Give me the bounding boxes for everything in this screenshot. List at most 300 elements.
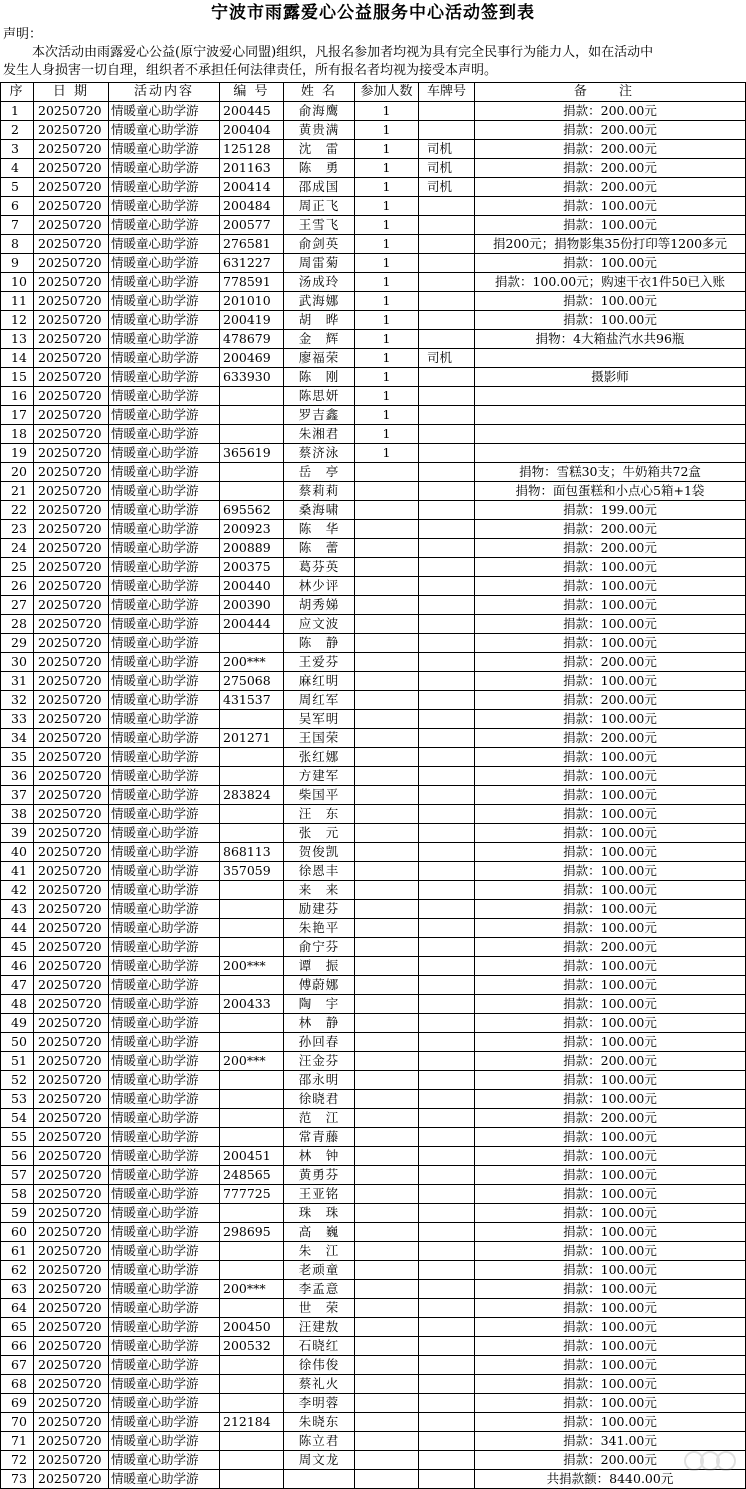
cell-note: 捐款：341.00元 — [475, 1432, 746, 1451]
table-row — [1, 1185, 746, 1204]
cell-name: 陈思妍 — [284, 387, 355, 406]
cell-id — [220, 1109, 284, 1128]
cell-car — [419, 1109, 475, 1128]
cell-name: 陈 勇 — [284, 159, 355, 178]
cell-date: 20250720 — [34, 1470, 109, 1489]
cell-seq: 72 — [1, 1451, 34, 1470]
cell-count — [355, 1413, 419, 1432]
cell-name — [284, 1470, 355, 1489]
cell-car — [419, 1299, 475, 1318]
cell-count — [355, 710, 419, 729]
cell-count: 1 — [355, 444, 419, 463]
declaration-line-1: 本次活动由雨露爱心公益(原宁波爱心同盟)组织，凡报名参加者均视为具有完全民事行为能力人，如在活动中 — [32, 45, 654, 60]
cell-id: 200889 — [220, 539, 284, 558]
cell-name: 林少评 — [284, 577, 355, 596]
cell-seq: 17 — [1, 406, 34, 425]
table-row — [1, 1280, 746, 1299]
cell-activity: 情暖童心助学游 — [109, 691, 220, 710]
cell-activity: 情暖童心助学游 — [109, 330, 220, 349]
cell-note: 捐款：200.00元 — [475, 159, 746, 178]
cell-seq: 64 — [1, 1299, 34, 1318]
table-row — [1, 406, 746, 425]
cell-car — [419, 824, 475, 843]
cell-activity: 情暖童心助学游 — [109, 501, 220, 520]
cell-activity: 情暖童心助学游 — [109, 463, 220, 482]
cell-car — [419, 121, 475, 140]
cell-car — [419, 235, 475, 254]
cell-name: 贺俊凯 — [284, 843, 355, 862]
cell-note: 捐款：100.00元 — [475, 957, 746, 976]
table-row — [1, 919, 746, 938]
cell-name: 常青藤 — [284, 1128, 355, 1147]
table-row — [1, 672, 746, 691]
cell-note — [475, 444, 746, 463]
table-row — [1, 767, 746, 786]
cell-id: 778591 — [220, 273, 284, 292]
cell-date: 20250720 — [34, 1375, 109, 1394]
cell-car — [419, 1451, 475, 1470]
cell-count: 1 — [355, 102, 419, 121]
cell-count — [355, 919, 419, 938]
cell-count — [355, 976, 419, 995]
cell-id — [220, 805, 284, 824]
cell-seq: 21 — [1, 482, 34, 501]
cell-seq: 45 — [1, 938, 34, 957]
cell-count: 1 — [355, 311, 419, 330]
cell-note: 捐款：100.00元 — [475, 710, 746, 729]
cell-note: 捐款：200.00元 — [475, 1052, 746, 1071]
table-row — [1, 1014, 746, 1033]
cell-count: 1 — [355, 178, 419, 197]
cell-activity: 情暖童心助学游 — [109, 672, 220, 691]
cell-note — [475, 349, 746, 368]
cell-seq: 36 — [1, 767, 34, 786]
table-row — [1, 1375, 746, 1394]
cell-car — [419, 482, 475, 501]
cell-date: 20250720 — [34, 1394, 109, 1413]
cell-id: 200451 — [220, 1147, 284, 1166]
cell-count: 1 — [355, 349, 419, 368]
cell-car — [419, 957, 475, 976]
cell-name: 高 巍 — [284, 1223, 355, 1242]
cell-car — [419, 292, 475, 311]
cell-activity: 情暖童心助学游 — [109, 1014, 220, 1033]
table-row — [1, 1394, 746, 1413]
cell-car — [419, 729, 475, 748]
table-row — [1, 881, 746, 900]
table-row — [1, 862, 746, 881]
cell-count — [355, 1299, 419, 1318]
cell-activity: 情暖童心助学游 — [109, 121, 220, 140]
cell-car — [419, 216, 475, 235]
cell-id: 200390 — [220, 596, 284, 615]
cell-car — [419, 102, 475, 121]
cell-date: 20250720 — [34, 159, 109, 178]
cell-count — [355, 1375, 419, 1394]
cell-name: 徐伟俊 — [284, 1356, 355, 1375]
cell-car — [419, 463, 475, 482]
cell-seq: 23 — [1, 520, 34, 539]
cell-date: 20250720 — [34, 1185, 109, 1204]
cell-name: 周雷菊 — [284, 254, 355, 273]
cell-seq: 54 — [1, 1109, 34, 1128]
table-row — [1, 1356, 746, 1375]
cell-id: 200404 — [220, 121, 284, 140]
cell-note: 捐款：100.00元 — [475, 1394, 746, 1413]
table-row — [1, 1432, 746, 1451]
cell-seq: 61 — [1, 1242, 34, 1261]
cell-count — [355, 1261, 419, 1280]
cell-id: 633930 — [220, 368, 284, 387]
cell-count — [355, 824, 419, 843]
cell-count: 1 — [355, 121, 419, 140]
cell-count — [355, 691, 419, 710]
cell-name: 周红军 — [284, 691, 355, 710]
cell-note: 捐款：100.00元 — [475, 558, 746, 577]
cell-id: 200*** — [220, 653, 284, 672]
cell-date: 20250720 — [34, 1280, 109, 1299]
cell-count — [355, 1318, 419, 1337]
cell-count — [355, 881, 419, 900]
cell-id: 200440 — [220, 577, 284, 596]
cell-seq: 11 — [1, 292, 34, 311]
cell-note: 捐款：100.00元 — [475, 1375, 746, 1394]
cell-seq: 22 — [1, 501, 34, 520]
table-row — [1, 976, 746, 995]
cell-seq: 42 — [1, 881, 34, 900]
cell-note: 捐款：100.00元 — [475, 634, 746, 653]
cell-activity: 情暖童心助学游 — [109, 1318, 220, 1337]
cell-note: 捐物：4大箱盐汽水共96瓶 — [475, 330, 746, 349]
cell-id — [220, 1090, 284, 1109]
cell-note: 捐款：200.00元 — [475, 178, 746, 197]
cell-name: 孙回春 — [284, 1033, 355, 1052]
cell-count: 1 — [355, 197, 419, 216]
cell-car — [419, 615, 475, 634]
cell-date: 20250720 — [34, 1147, 109, 1166]
cell-seq: 48 — [1, 995, 34, 1014]
cell-date: 20250720 — [34, 1223, 109, 1242]
cell-seq: 39 — [1, 824, 34, 843]
cell-date: 20250720 — [34, 406, 109, 425]
table-row — [1, 387, 746, 406]
cell-count: 1 — [355, 406, 419, 425]
cell-name: 傅蔚娜 — [284, 976, 355, 995]
cell-seq: 52 — [1, 1071, 34, 1090]
cell-count — [355, 482, 419, 501]
cell-activity: 情暖童心助学游 — [109, 900, 220, 919]
cell-name: 柴国平 — [284, 786, 355, 805]
cell-car — [419, 254, 475, 273]
cell-count — [355, 748, 419, 767]
cell-seq: 26 — [1, 577, 34, 596]
cell-activity: 情暖童心助学游 — [109, 406, 220, 425]
cell-date: 20250720 — [34, 425, 109, 444]
table-row — [1, 1204, 746, 1223]
cell-date: 20250720 — [34, 786, 109, 805]
cell-count — [355, 1147, 419, 1166]
table-row — [1, 824, 746, 843]
table-row — [1, 140, 746, 159]
cell-activity: 情暖童心助学游 — [109, 1223, 220, 1242]
cell-name: 陈 静 — [284, 634, 355, 653]
cell-date: 20250720 — [34, 121, 109, 140]
cell-date: 20250720 — [34, 311, 109, 330]
cell-count — [355, 1071, 419, 1090]
header-activity: 活动内容 — [109, 83, 220, 102]
cell-seq: 30 — [1, 653, 34, 672]
table-row — [1, 1128, 746, 1147]
cell-car — [419, 1033, 475, 1052]
table-row — [1, 463, 746, 482]
cell-count — [355, 539, 419, 558]
cell-name: 朱湘君 — [284, 425, 355, 444]
cell-name: 徐晓君 — [284, 1090, 355, 1109]
cell-count — [355, 1204, 419, 1223]
cell-count — [355, 1128, 419, 1147]
cell-date: 20250720 — [34, 102, 109, 121]
cell-car — [419, 311, 475, 330]
cell-id — [220, 976, 284, 995]
cell-seq: 32 — [1, 691, 34, 710]
cell-note: 捐款：100.00元 — [475, 881, 746, 900]
cell-count — [355, 995, 419, 1014]
table-row — [1, 1147, 746, 1166]
cell-count: 1 — [355, 159, 419, 178]
cell-activity: 情暖童心助学游 — [109, 938, 220, 957]
cell-car — [419, 1242, 475, 1261]
table-row — [1, 254, 746, 273]
cell-id: 201271 — [220, 729, 284, 748]
table-row — [1, 786, 746, 805]
cell-car — [419, 539, 475, 558]
cell-note: 捐款：100.00元 — [475, 1090, 746, 1109]
header-date: 日 期 — [34, 83, 109, 102]
cell-name: 黄贵满 — [284, 121, 355, 140]
cell-car — [419, 672, 475, 691]
table-row — [1, 292, 746, 311]
cell-date: 20250720 — [34, 729, 109, 748]
table-row — [1, 634, 746, 653]
table-row — [1, 425, 746, 444]
cell-id: 200414 — [220, 178, 284, 197]
cell-car — [419, 501, 475, 520]
cell-activity: 情暖童心助学游 — [109, 843, 220, 862]
cell-date: 20250720 — [34, 349, 109, 368]
cell-id: 777725 — [220, 1185, 284, 1204]
cell-car — [419, 1318, 475, 1337]
cell-id — [220, 824, 284, 843]
cell-name: 周正飞 — [284, 197, 355, 216]
cell-seq: 62 — [1, 1261, 34, 1280]
cell-count — [355, 900, 419, 919]
cell-seq: 71 — [1, 1432, 34, 1451]
cell-count: 1 — [355, 387, 419, 406]
cell-name: 俞宁芬 — [284, 938, 355, 957]
cell-date: 20250720 — [34, 1299, 109, 1318]
cell-count — [355, 558, 419, 577]
table-row — [1, 805, 746, 824]
cell-activity: 情暖童心助学游 — [109, 995, 220, 1014]
cell-count — [355, 805, 419, 824]
table-header-row — [1, 83, 746, 102]
cell-seq: 56 — [1, 1147, 34, 1166]
cell-note — [475, 425, 746, 444]
table-row — [1, 691, 746, 710]
cell-seq: 9 — [1, 254, 34, 273]
cell-activity: 情暖童心助学游 — [109, 1147, 220, 1166]
cell-id: 298695 — [220, 1223, 284, 1242]
cell-note: 捐款：100.00元 — [475, 216, 746, 235]
cell-car — [419, 1071, 475, 1090]
cell-name: 汪建敖 — [284, 1318, 355, 1337]
cell-date: 20250720 — [34, 805, 109, 824]
cell-note: 捐款：100.00元 — [475, 862, 746, 881]
table-row — [1, 615, 746, 634]
cell-date: 20250720 — [34, 1128, 109, 1147]
cell-name: 应文波 — [284, 615, 355, 634]
cell-seq: 73 — [1, 1470, 34, 1489]
header-count: 参加人数 — [355, 83, 419, 102]
cell-seq: 67 — [1, 1356, 34, 1375]
cell-count: 1 — [355, 254, 419, 273]
table-row — [1, 539, 746, 558]
cell-id — [220, 710, 284, 729]
table-row — [1, 330, 746, 349]
cell-count — [355, 786, 419, 805]
cell-date: 20250720 — [34, 919, 109, 938]
cell-id — [220, 425, 284, 444]
header-note: 备 注 — [475, 83, 746, 102]
cell-car: 司机 — [419, 159, 475, 178]
cell-car — [419, 596, 475, 615]
cell-car — [419, 577, 475, 596]
cell-date: 20250720 — [34, 501, 109, 520]
cell-seq: 37 — [1, 786, 34, 805]
cell-car — [419, 919, 475, 938]
cell-name: 汪 东 — [284, 805, 355, 824]
cell-name: 岳 亭 — [284, 463, 355, 482]
cell-id — [220, 919, 284, 938]
cell-date: 20250720 — [34, 140, 109, 159]
table-row — [1, 843, 746, 862]
cell-count — [355, 672, 419, 691]
cell-car: 司机 — [419, 178, 475, 197]
cell-note: 捐款：100.00元 — [475, 311, 746, 330]
cell-name: 金 辉 — [284, 330, 355, 349]
cell-count — [355, 1185, 419, 1204]
cell-note: 捐款：200.00元 — [475, 121, 746, 140]
cell-activity: 情暖童心助学游 — [109, 1451, 220, 1470]
cell-name: 陈立君 — [284, 1432, 355, 1451]
cell-date: 20250720 — [34, 216, 109, 235]
cell-date: 20250720 — [34, 520, 109, 539]
cell-name: 周文龙 — [284, 1451, 355, 1470]
cell-activity: 情暖童心助学游 — [109, 976, 220, 995]
cell-note: 捐物：面包蛋糕和小点心5箱+1袋 — [475, 482, 746, 501]
cell-id: 200450 — [220, 1318, 284, 1337]
cell-note: 捐款：100.00元 — [475, 1128, 746, 1147]
cell-id — [220, 1033, 284, 1052]
cell-count: 1 — [355, 425, 419, 444]
table-row — [1, 520, 746, 539]
cell-activity: 情暖童心助学游 — [109, 520, 220, 539]
cell-car: 司机 — [419, 349, 475, 368]
cell-note: 捐款：100.00元 — [475, 976, 746, 995]
cell-date: 20250720 — [34, 862, 109, 881]
table-row — [1, 501, 746, 520]
cell-date: 20250720 — [34, 1071, 109, 1090]
table-row — [1, 1109, 746, 1128]
cell-count: 1 — [355, 273, 419, 292]
cell-note: 捐款：100.00元 — [475, 254, 746, 273]
cell-id — [220, 1451, 284, 1470]
cell-car — [419, 558, 475, 577]
cell-date: 20250720 — [34, 1356, 109, 1375]
cell-activity: 情暖童心助学游 — [109, 102, 220, 121]
cell-date: 20250720 — [34, 330, 109, 349]
cell-note: 捐物：雪糕30支；牛奶箱共72盒 — [475, 463, 746, 482]
cell-seq: 13 — [1, 330, 34, 349]
cell-activity: 情暖童心助学游 — [109, 1375, 220, 1394]
table-row — [1, 444, 746, 463]
cell-seq: 50 — [1, 1033, 34, 1052]
cell-name: 麻红明 — [284, 672, 355, 691]
cell-name: 朱 江 — [284, 1242, 355, 1261]
header-name: 姓 名 — [284, 83, 355, 102]
cell-name: 张 元 — [284, 824, 355, 843]
cell-seq: 10 — [1, 273, 34, 292]
cell-activity: 情暖童心助学游 — [109, 235, 220, 254]
cell-activity: 情暖童心助学游 — [109, 387, 220, 406]
table-row — [1, 482, 746, 501]
cell-activity: 情暖童心助学游 — [109, 1432, 220, 1451]
cell-count — [355, 1356, 419, 1375]
cell-car — [419, 843, 475, 862]
cell-note: 捐款：100.00元 — [475, 824, 746, 843]
table-row — [1, 235, 746, 254]
cell-id: 200*** — [220, 957, 284, 976]
cell-note: 捐款：100.00元 — [475, 1318, 746, 1337]
table-row — [1, 197, 746, 216]
table-row — [1, 311, 746, 330]
cell-date: 20250720 — [34, 691, 109, 710]
cell-id — [220, 1375, 284, 1394]
cell-note: 捐款：100.00元 — [475, 1014, 746, 1033]
cell-name: 汤成玲 — [284, 273, 355, 292]
cell-activity: 情暖童心助学游 — [109, 710, 220, 729]
cell-count — [355, 862, 419, 881]
cell-name: 珠 珠 — [284, 1204, 355, 1223]
table-row — [1, 729, 746, 748]
cell-seq: 20 — [1, 463, 34, 482]
cell-date: 20250720 — [34, 273, 109, 292]
cell-seq: 68 — [1, 1375, 34, 1394]
cell-date: 20250720 — [34, 254, 109, 273]
cell-seq: 46 — [1, 957, 34, 976]
cell-note: 捐款：100.00元 — [475, 1299, 746, 1318]
table-row — [1, 1071, 746, 1090]
cell-note: 捐款：200.00元 — [475, 938, 746, 957]
cell-car — [419, 425, 475, 444]
cell-name: 武海娜 — [284, 292, 355, 311]
cell-id — [220, 881, 284, 900]
cell-note: 捐款：100.00元 — [475, 1261, 746, 1280]
cell-car — [419, 805, 475, 824]
cell-name: 来 来 — [284, 881, 355, 900]
cell-activity: 情暖童心助学游 — [109, 1033, 220, 1052]
cell-count — [355, 1223, 419, 1242]
